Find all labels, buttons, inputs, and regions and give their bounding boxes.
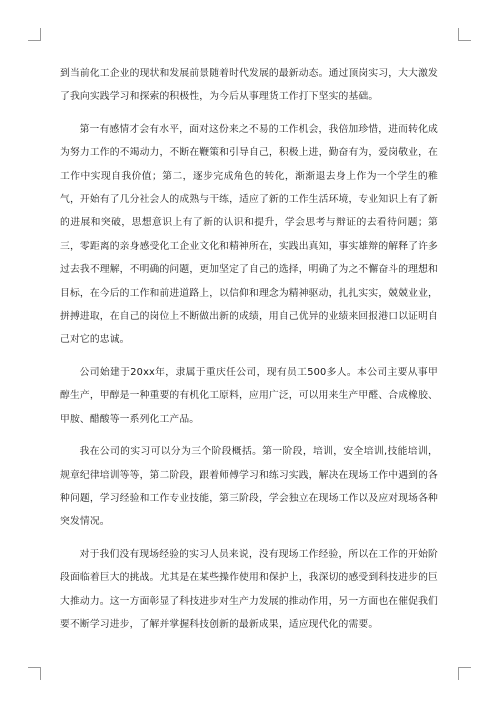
- paragraph-5: 对于我们没有现场经验的实习人员来说，没有现场工作经验，所以在工作的开始阶段面临着巨大的挑战。尤其是在某些操作使用和保护上，我深切的感受到科技进步的巨大推动力。这一方面彰显了科技进步对生产力发展的推动作用，另一方面也在催促我们要不断学习进步，了解并掌握科技创新的最新成果，适应现代化的需要。: [60, 548, 438, 630]
- paragraph-4: 我在公司的实习可以分为三个阶段概括。第一阶段，培训，安全培训,技能培训，规章纪律培训等等，第二阶段，跟着师傅学习和练习实践，解决在现场工作中遇到的各种问题，学习经验和工作专业技能，第三阶段，学会独立在现场工作以及应对现场各种突发情况。: [60, 446, 438, 528]
- crop-mark-bottom-right: [458, 667, 471, 680]
- paragraph-2: 第一有感情才会有水平，面对这份来之不易的工作机会，我倍加珍惜，进而转化成为努力工作的不竭动力，不断在鞭策和引导自己，积极上进，勤奋有为，爱岗敬业，在工作中实现自我价值；第二，逐步完成角色的转化，渐渐退去身上作为一个学生的稚气，开始有了几分社会人的成熟与干练，适应了新的工作生活环境，专业知识上有了新的进展和突破，思想意识上有了新的认识和提升，学会思考与辩证的去看待问题；第三，零距离的亲身感受化工企业文化和精神所在，实践出真知，事实雄辩的解释了许多过去我不理解，不明确的问题，更加坚定了自己的选择，明确了为之不懈奋斗的理想和目标，在今后的工作和前进道路上，以信仰和理念为精神驱动，扎扎实实，兢兢业业，拼搏进取，在自己的岗位上不断做出新的成绩，用自己优异的业绩来回报港口以证明自己对它的忠诚。: [60, 123, 438, 346]
- paragraph-3: 公司始建于20xx年，隶属于重庆任公司，现有员工500多人。本公司主要从事甲醇生产，甲醇是一种重要的有机化工原料，应用广泛，可以用来生产甲醛、合成橡胶、甲胺、醋酸等一系列化工产品。: [60, 366, 438, 425]
- document-body: [60, 62, 438, 645]
- paragraph-1: 到当前化工企业的现状和发展前景随着时代发展的最新动态。通过顶岗实习，大大激发了我向实践学习和探索的积极性，为今后从事理货工作打下坚实的基础。: [60, 68, 438, 103]
- crop-mark-top-right: [458, 28, 471, 41]
- crop-mark-bottom-left: [28, 667, 41, 680]
- crop-mark-top-left: [28, 28, 41, 41]
